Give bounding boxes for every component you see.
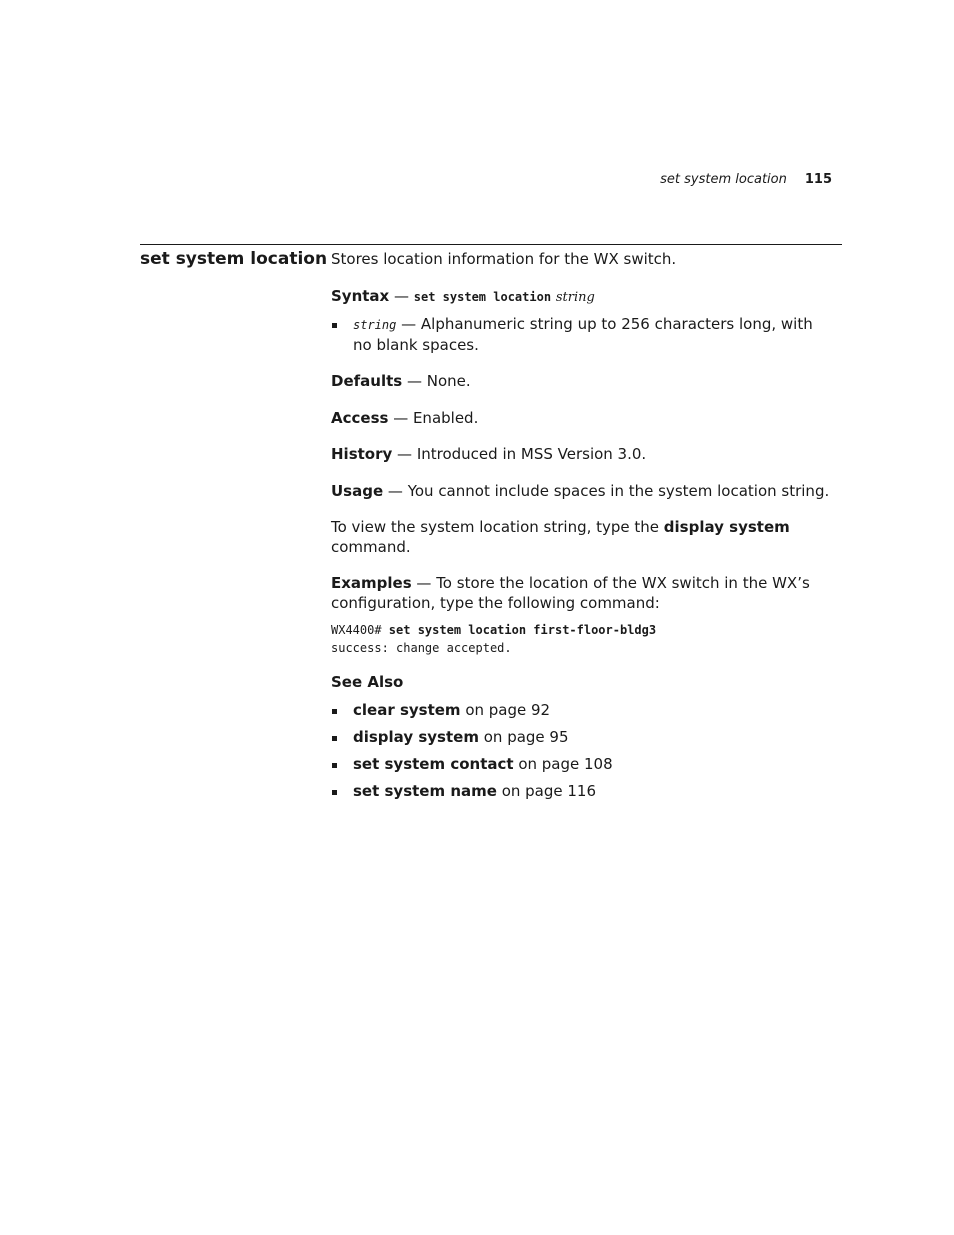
list-item <box>331 755 836 775</box>
defaults-line <box>331 372 836 392</box>
usage-line <box>331 482 836 502</box>
see-also-list <box>331 701 836 802</box>
see-also-page-ref: on page 108 <box>513 754 613 773</box>
defaults-text: — None. <box>402 372 471 390</box>
list-item <box>331 315 836 355</box>
page-number: 115 <box>804 172 832 187</box>
history-text: — Introduced in MSS Version 3.0. <box>392 445 647 463</box>
examples-label: Examples <box>331 574 412 592</box>
running-header <box>660 172 832 187</box>
see-also-page-ref: on page 95 <box>478 727 569 746</box>
usage-label: Usage <box>331 481 384 500</box>
running-header-title: set system location <box>660 172 787 187</box>
see-also-link-set-system-name[interactable]: set system name <box>353 781 497 800</box>
syntax-command: set system location <box>413 289 552 304</box>
list-item <box>331 728 836 748</box>
code-output: success: change accepted. <box>331 641 512 655</box>
history-label: History <box>331 445 393 463</box>
examples-text: — To store the location of the WX switch in the WX’s configuration, type the following command: <box>331 574 810 612</box>
syntax-label: Syntax <box>331 286 390 305</box>
see-also-page-ref: on page 116 <box>496 781 597 800</box>
see-also-link-set-system-contact[interactable]: set system contact <box>353 754 514 773</box>
syntax-parameter-list <box>331 315 836 355</box>
section-description: Stores location information for the WX switch. <box>331 250 677 268</box>
usage-note-before: To view the system location string, type the <box>331 518 664 536</box>
list-item <box>331 701 836 721</box>
parameter-name: string <box>353 318 397 332</box>
parameter-description: — Alphanumeric string up to 256 characters long, with no blank spaces. <box>353 315 813 354</box>
examples-line <box>331 574 836 613</box>
defaults-label: Defaults <box>331 372 403 390</box>
syntax-dash: — <box>389 286 414 305</box>
section-content <box>331 250 836 809</box>
see-also-heading <box>331 673 836 693</box>
see-also-link-display-system[interactable]: display system <box>353 727 479 746</box>
section-divider <box>140 244 842 245</box>
section-title: set system location <box>140 249 328 269</box>
code-prompt: WX4400# <box>331 623 389 637</box>
syntax-argument: string <box>555 289 595 305</box>
see-also-page-ref: on page 92 <box>460 700 551 719</box>
code-command: set system location first-floor-bldg3 <box>388 623 657 637</box>
usage-text: — You cannot include spaces in the system location string. <box>383 481 830 500</box>
usage-note <box>331 518 836 557</box>
see-also-link-clear-system[interactable]: clear system <box>353 700 461 719</box>
see-also-label: See Also <box>331 673 404 691</box>
access-label: Access <box>331 408 389 427</box>
history-line <box>331 445 836 465</box>
syntax-line <box>331 287 836 308</box>
code-example <box>331 621 836 657</box>
access-line <box>331 409 836 429</box>
list-item <box>331 782 836 802</box>
access-text: — Enabled. <box>388 408 479 427</box>
usage-note-after: command. <box>331 537 411 556</box>
usage-note-command: display system <box>663 518 790 536</box>
